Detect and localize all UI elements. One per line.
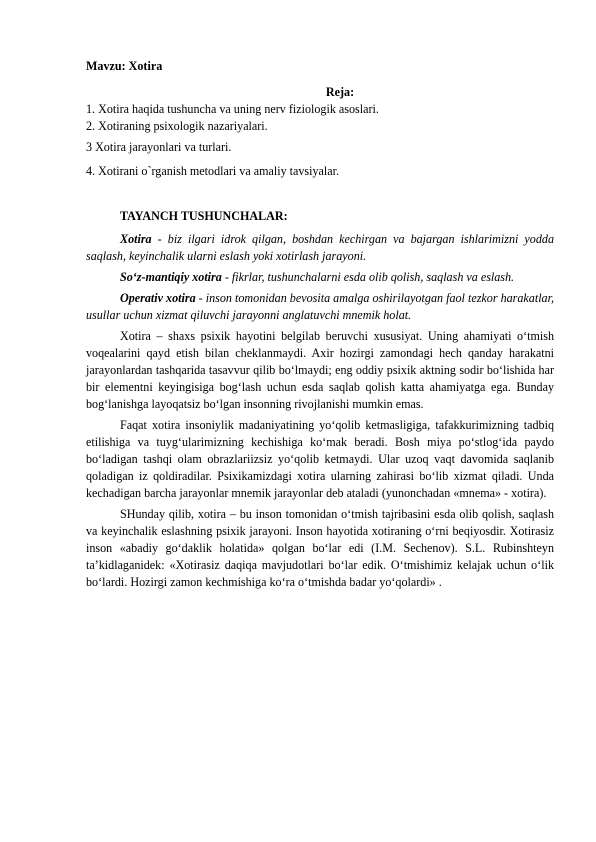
definition-term: So‘z-mantiqiy xotira	[120, 270, 222, 284]
topic-title: Mavzu: Xotira	[86, 59, 163, 73]
definition-memory	[86, 231, 554, 265]
body-paragraph-2: Faqat xotira insoniylik madaniyatining yo‘qolib ketmasligiga, tafakkurimizning tadbiq etilishiga va tuyg‘ularimizning kechishiga ko‘mak beradi. Bosh miya po‘stlog‘ida paydo bo‘ladigan tashqi olam obrazlariizsiz yo‘qolib ketmaydi. Ular uzoq vaqt davomida saqlanib qoladigan iz qoldiradilar. Psixikamizdagi xotira ularning zahirasi bo‘lib xizmat qiladi. Unda kechadigan barcha jarayonlar mnemik jarayonlar deb ataladi (yunonchadan «mnema» - xotira).	[86, 418, 554, 500]
definition-operative-memory	[86, 290, 554, 324]
plan-item-1: 1. Xotira haqida tushuncha va uning nerv fiziologik asoslari.	[86, 102, 379, 116]
plan-item-3: 3 Xotira jarayonlari va turlari.	[86, 140, 232, 154]
key-concepts-heading: TAYANCH TUSHUNCHALAR:	[120, 209, 288, 223]
document-body	[86, 58, 554, 595]
definition-text: - biz ilgari idrok qilgan, boshdan kechirgan va bajargan ishlarimizni yodda saqlash, keyinchalik ularni eslash yoki xotirlash jarayoni.	[86, 232, 554, 263]
plan-title: Reja:	[325, 85, 355, 99]
definition-term: Xotira	[120, 232, 152, 246]
body-paragraph-3: SHunday qilib, xotira – bu inson tomonidan o‘tmish tajribasini esda olib qolish, saqlash va keyinchalik eslashning psixik jarayoni. Inson hayotida xotiraning o‘rni beqiyosdir. Xotirasiz inson «abadiy go‘daklik holatida» qolgan bo‘lar edi (I.M. Sechenov). S.L. Rubinshteyn ta’kidlaganidek: «Xotirasiz daqiqa mavjudotlari bo‘lar edik. O‘tmishimiz kelajak uchun o‘lik bo‘lardi. Hozirgi zamon kechmishiga ko‘ra o‘tmishda badar yo‘qolardi» .	[86, 507, 554, 589]
definition-text: - inson tomonidan bevosita amalga oshirilayotgan faol tezkor harakatlar, usullar uchun xizmat qiluvchi jarayonni anglatuvchi mnemik holat.	[86, 291, 554, 322]
plan-item-2: 2. Xotiraning psixologik nazariyalari.	[86, 119, 268, 133]
definition-text: - fikrlar, tushunchalarni esda olib qolish, saqlash va eslash.	[221, 270, 515, 284]
body-paragraph-1: Xotira – shaxs psixik hayotini belgilab beruvchi xususiyat. Uning ahamiyati o‘tmish voqealarini qayd etish bilan cheklanmaydi. Axir hozirgi zamondagi hech qanday harakatni jarayonlardan tashqarida tasavvur qilib bo‘lmaydi; eng oddiy psixik aktning sodir bo‘lishida har bir elementni keyingisiga bog‘lash uchun esda saqlab qolish katta ahamiyatga ega. Bunday bog‘lanishga layoqatsiz bo‘lgan insonning rivojlanishi mumkin emas.	[86, 329, 554, 411]
definition-verbal-logical-memory	[86, 269, 554, 286]
definition-term: Operativ xotira	[120, 291, 196, 305]
plan-item-4: 4. Xotirani o`rganish metodlari va amaliy tavsiyalar.	[86, 164, 340, 178]
